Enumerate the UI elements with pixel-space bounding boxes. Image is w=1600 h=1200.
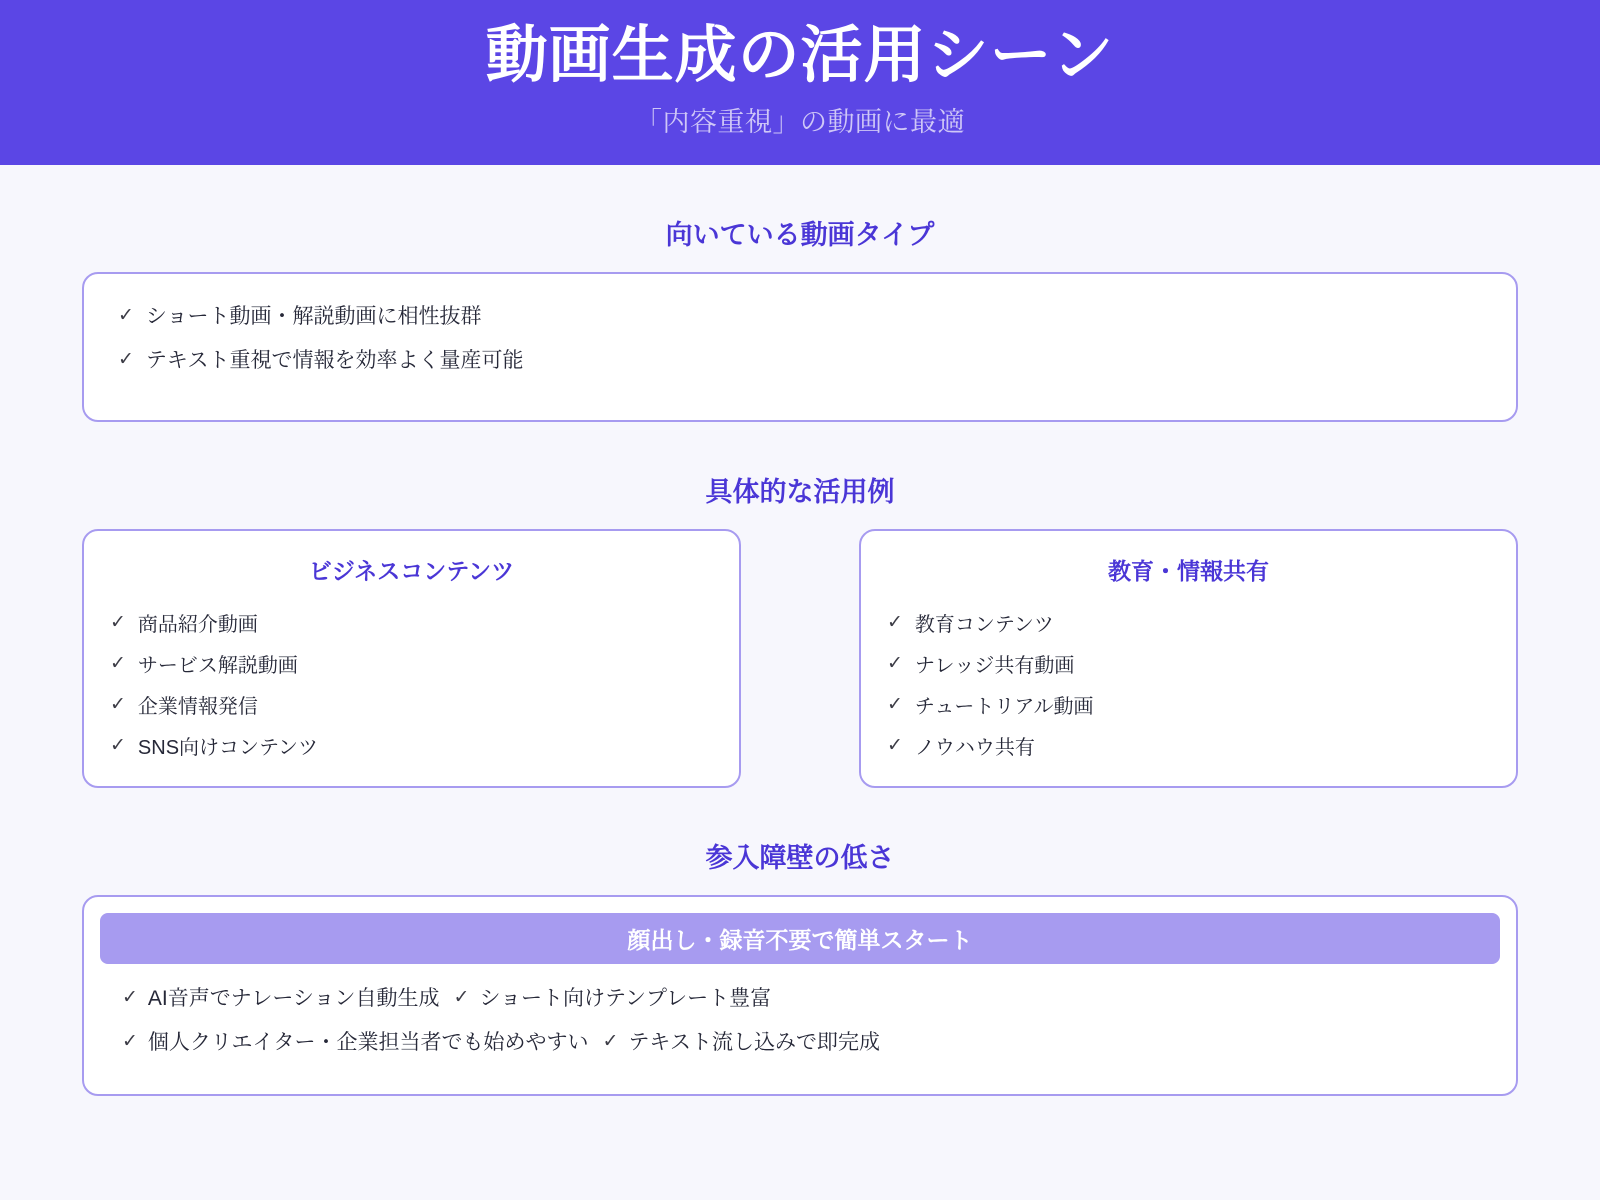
check-icon: ✓ (453, 986, 470, 1008)
examples-card-title: ビジネスコンテンツ (308, 558, 515, 584)
list-item (110, 690, 713, 719)
list-item-label: ナレッジ共有動画 (914, 655, 1075, 677)
list-item (887, 731, 1490, 760)
list-item-label: テキスト重視で情報を効率よく量産可能 (145, 349, 524, 372)
list-item-label: 商品紹介動画 (137, 614, 258, 636)
list-item (887, 690, 1490, 719)
check-icon: ✓ (118, 348, 134, 370)
list-item-label: チュートリアル動画 (914, 696, 1094, 718)
list-item-label: ノウハウ共有 (914, 737, 1035, 759)
list-item (887, 649, 1490, 678)
list-item-label: ショート動画・解説動画に相性抜群 (145, 305, 482, 328)
barrier-card (82, 895, 1518, 1096)
check-icon: ✓ (122, 1030, 138, 1052)
check-icon: ✓ (110, 694, 126, 715)
list-item (118, 344, 1482, 374)
examples-card-education (859, 529, 1518, 788)
list-item (110, 731, 713, 760)
check-icon: ✓ (110, 653, 126, 674)
page-title: 動画生成の活用シーン (485, 21, 1115, 90)
list-item-label: 個人クリエイター・企業担当者でも始めやすい (147, 1031, 589, 1054)
check-icon: ✓ (887, 653, 903, 674)
list-item-label: ショート向けテンプレート豊富 (479, 987, 772, 1010)
page-content (0, 165, 1600, 1096)
list-item (887, 608, 1490, 637)
list-item (110, 649, 713, 678)
list-item-label: AI音声でナレーション自動生成 (147, 987, 440, 1010)
check-icon: ✓ (110, 612, 126, 633)
types-card (82, 272, 1518, 422)
section-title-examples: 具体的な活用例 (705, 477, 895, 507)
page-header (0, 0, 1600, 165)
check-icon: ✓ (887, 612, 903, 633)
check-icon: ✓ (887, 735, 903, 756)
list-item (122, 982, 1500, 1012)
page-subtitle: 「内容重視」の動画に最適 (635, 107, 965, 138)
check-icon: ✓ (122, 986, 138, 1008)
list-item-label: テキスト流し込みで即完成 (628, 1031, 881, 1054)
check-icon: ✓ (118, 304, 134, 326)
list-item-label: 教育コンテンツ (914, 614, 1054, 636)
list-item-label: SNS向けコンテンツ (137, 737, 319, 759)
list-item (110, 608, 713, 637)
list-item-label: サービス解説動画 (137, 655, 298, 677)
examples-card-business (82, 529, 741, 788)
section-title-types: 向いている動画タイプ (665, 220, 935, 250)
check-icon: ✓ (110, 735, 126, 756)
barrier-banner: 顔出し・録音不要で簡単スタート (100, 913, 1500, 964)
section-title-barrier: 参入障壁の低さ (705, 843, 895, 873)
examples-columns (82, 529, 1518, 788)
list-item (118, 300, 1482, 330)
check-icon: ✓ (887, 694, 903, 715)
list-item (122, 1026, 1500, 1056)
check-icon: ✓ (602, 1030, 619, 1052)
list-item-label: 企業情報発信 (137, 696, 258, 718)
examples-card-title: 教育・情報共有 (1108, 558, 1269, 584)
